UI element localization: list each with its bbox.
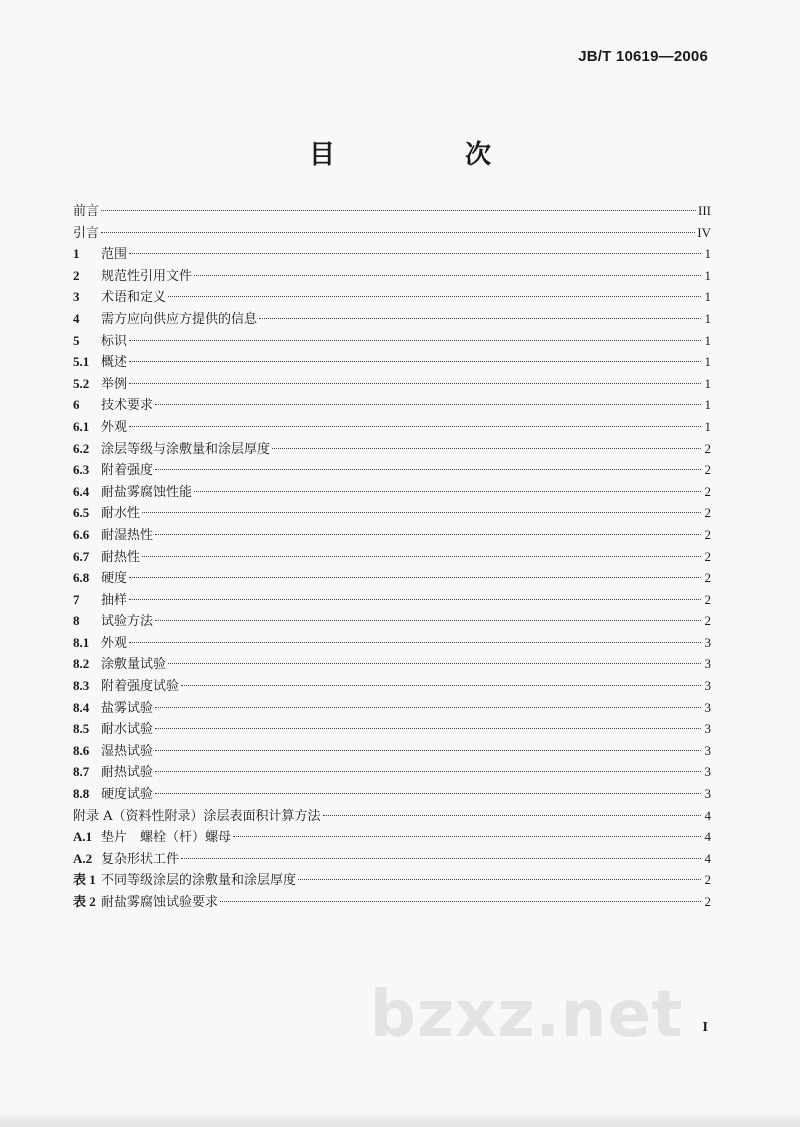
toc-entry-label: 不同等级涂层的涂敷量和涂层厚度	[101, 873, 297, 889]
toc-entry-page: 3	[704, 742, 711, 758]
toc-entry[interactable]	[73, 567, 711, 589]
toc-entry-page: 3	[704, 656, 711, 672]
toc-entry-label: 湿热试验	[101, 743, 154, 759]
toc-dot-leader	[220, 901, 701, 902]
toc-dot-leader	[129, 426, 701, 427]
table-of-contents	[73, 200, 711, 913]
toc-entry-label: 附录 A（资料性附录）涂层表面积计算方法	[73, 808, 321, 824]
toc-entry-label: 术语和定义	[101, 290, 167, 306]
toc-dot-leader	[155, 534, 701, 535]
toc-entry-label: 概述	[101, 355, 128, 371]
toc-entry[interactable]	[73, 438, 711, 460]
toc-entry[interactable]	[73, 546, 711, 568]
toc-dot-leader	[129, 383, 701, 384]
toc-dot-leader	[181, 858, 701, 859]
toc-dot-leader	[129, 253, 701, 254]
toc-entry-page: 2	[704, 440, 711, 456]
toc-entry-number: 6	[73, 397, 80, 413]
toc-entry-number: 6.2	[73, 440, 90, 456]
toc-entry-number: 2	[73, 267, 80, 283]
toc-entry[interactable]	[73, 416, 711, 438]
toc-entry-label: 范围	[101, 247, 128, 263]
toc-entry-page: 1	[704, 289, 711, 305]
toc-entry-label: 附着强度试验	[101, 679, 180, 695]
toc-entry-label: 引言	[73, 225, 100, 241]
toc-entry-page: 1	[704, 267, 711, 283]
scan-edge	[0, 1115, 800, 1127]
toc-entry-label: 耐水试验	[101, 722, 154, 738]
toc-entry-number: 5.1	[73, 354, 90, 370]
toc-dot-leader	[298, 879, 701, 880]
toc-entry-page: 2	[704, 483, 711, 499]
toc-entry[interactable]	[73, 222, 711, 244]
toc-entry-page: 2	[704, 462, 711, 478]
toc-entry-label: 试验方法	[101, 614, 154, 630]
toc-entry-label: 耐盐雾腐蚀试验要求	[101, 895, 219, 910]
toc-entry-number: 6.4	[73, 483, 90, 499]
toc-dot-leader	[194, 275, 701, 276]
toc-entry-number: 8.4	[73, 699, 90, 715]
toc-dot-leader	[323, 815, 701, 816]
toc-entry[interactable]	[73, 826, 711, 848]
toc-dot-leader	[168, 296, 701, 297]
toc-dot-leader	[129, 361, 701, 362]
toc-entry-page: IV	[697, 224, 711, 240]
toc-entry[interactable]	[73, 675, 711, 697]
toc-dot-leader	[155, 793, 701, 794]
watermark: bzxz.net	[370, 978, 684, 1052]
toc-entry-label: 需方应向供应方提供的信息	[101, 311, 258, 327]
toc-entry-page: 1	[704, 354, 711, 370]
toc-entry-page: III	[698, 203, 711, 218]
toc-entry-label: 耐盐雾腐蚀性能	[101, 484, 193, 500]
toc-entry-number: 6.8	[73, 570, 90, 586]
toc-entry[interactable]	[73, 502, 711, 524]
toc-entry-page: 2	[704, 570, 711, 586]
toc-entry[interactable]	[73, 459, 711, 481]
toc-dot-leader	[129, 599, 701, 600]
toc-dot-leader	[129, 340, 701, 341]
toc-entry-number: 8.5	[73, 721, 90, 737]
toc-entry[interactable]	[73, 848, 711, 870]
toc-entry-number: 8.7	[73, 764, 90, 780]
toc-entry[interactable]	[73, 265, 711, 287]
toc-entry-number: 5	[73, 332, 80, 348]
toc-entry-page: 2	[704, 526, 711, 542]
toc-entry-label: 抽样	[101, 592, 128, 608]
toc-entry-page: 1	[704, 332, 711, 348]
toc-entry-page: 3	[704, 764, 711, 780]
toc-entry[interactable]	[73, 351, 711, 373]
toc-entry[interactable]	[73, 330, 711, 352]
toc-entry-page: 1	[704, 310, 711, 326]
toc-title: 目 次	[308, 140, 543, 170]
toc-entry-label: 盐雾试验	[101, 700, 154, 716]
toc-entry-page: 1	[704, 375, 711, 391]
toc-entry-page: 3	[704, 699, 711, 715]
toc-dot-leader	[155, 469, 701, 470]
toc-entry-number: 3	[73, 289, 80, 305]
toc-entry-label: 外观	[101, 419, 128, 435]
toc-entry-label: 附着强度	[101, 463, 154, 479]
toc-entry-number: 8.2	[73, 656, 90, 672]
toc-entry[interactable]	[73, 632, 711, 654]
toc-dot-leader	[155, 707, 701, 708]
toc-entry[interactable]	[73, 869, 711, 891]
toc-entry[interactable]	[73, 394, 711, 416]
toc-entry-number: A.1	[73, 829, 93, 845]
toc-dot-leader	[101, 232, 695, 233]
toc-entry-number: 6.3	[73, 462, 90, 478]
toc-entry-label: 耐湿热性	[101, 527, 154, 543]
toc-entry-number: 8.6	[73, 742, 90, 758]
toc-dot-leader	[155, 750, 701, 751]
toc-entry[interactable]	[73, 697, 711, 719]
toc-dot-leader	[129, 577, 701, 578]
toc-entry-label: 垫片 螺栓（杆）螺母	[101, 830, 232, 846]
toc-dot-leader	[155, 620, 701, 621]
toc-entry-label: 复杂形状工件	[101, 851, 180, 867]
toc-dot-leader	[155, 771, 701, 772]
toc-entry[interactable]	[73, 783, 711, 805]
toc-entry-page: 3	[704, 721, 711, 737]
toc-dot-leader	[181, 685, 701, 686]
toc-entry-number: 5.2	[73, 375, 90, 391]
toc-entry-label: 硬度试验	[101, 787, 154, 803]
toc-entry-label: 耐热试验	[101, 765, 154, 781]
toc-entry-number: 8	[73, 613, 80, 629]
toc-entry-number: 8.1	[73, 634, 90, 650]
toc-entry-number: 8.8	[73, 786, 90, 802]
toc-entry-label: 标识	[101, 333, 128, 349]
toc-entry[interactable]	[73, 481, 711, 503]
toc-entry-number: A.2	[73, 850, 93, 866]
toc-entry[interactable]	[73, 718, 711, 740]
toc-entry-page: 1	[704, 418, 711, 434]
toc-entry[interactable]	[73, 286, 711, 308]
toc-entry-number: 6.5	[73, 505, 90, 521]
toc-entry-page: 3	[704, 786, 711, 802]
toc-entry-label: 规范性引用文件	[101, 268, 193, 284]
toc-entry[interactable]	[73, 761, 711, 783]
toc-entry-label: 涂层等级与涂敷量和涂层厚度	[101, 441, 271, 457]
toc-entry-page: 4	[704, 807, 711, 823]
toc-entry[interactable]	[73, 589, 711, 611]
document-code: JB/T 10619—2006	[578, 48, 708, 65]
toc-entry-number: 7	[73, 591, 80, 607]
toc-entry-page: 1	[704, 246, 711, 262]
toc-entry-page: 2	[704, 613, 711, 629]
toc-dot-leader	[155, 728, 701, 729]
toc-entry-label: 涂敷量试验	[101, 657, 167, 673]
toc-entry-number: 表 2	[73, 894, 96, 909]
toc-entry-page: 3	[704, 634, 711, 650]
toc-dot-leader	[259, 318, 701, 319]
toc-entry-number: 6.6	[73, 526, 90, 542]
toc-dot-leader	[129, 642, 701, 643]
toc-dot-leader	[194, 491, 701, 492]
toc-dot-leader	[272, 448, 701, 449]
toc-entry-label: 技术要求	[101, 398, 154, 414]
toc-entry-label: 耐热性	[101, 549, 141, 565]
toc-entry-page: 1	[704, 397, 711, 413]
toc-entry[interactable]	[73, 740, 711, 762]
toc-entry[interactable]	[73, 891, 711, 913]
toc-entry-label: 外观	[101, 635, 128, 651]
toc-entry-page: 3	[704, 678, 711, 694]
toc-entry[interactable]	[73, 200, 711, 222]
toc-entry-label: 耐水性	[101, 506, 141, 522]
toc-entry[interactable]	[73, 243, 711, 265]
toc-entry-number: 6.7	[73, 548, 90, 564]
toc-dot-leader	[168, 663, 701, 664]
toc-entry-page: 2	[704, 591, 711, 607]
toc-entry[interactable]	[73, 524, 711, 546]
toc-dot-leader	[233, 836, 701, 837]
toc-entry-number: 1	[73, 246, 80, 262]
toc-entry[interactable]	[73, 308, 711, 330]
toc-entry[interactable]	[73, 805, 711, 827]
toc-entry-number: 表 1	[73, 872, 96, 888]
toc-dot-leader	[142, 556, 701, 557]
toc-entry-page: 2	[704, 894, 711, 909]
toc-dot-leader	[155, 404, 701, 405]
toc-entry-number: 4	[73, 310, 80, 326]
toc-entry-label: 前言	[73, 204, 100, 219]
toc-entry-number: 6.1	[73, 418, 90, 434]
toc-entry-label: 举例	[101, 376, 128, 392]
toc-entry-number: 8.3	[73, 678, 90, 694]
toc-entry-label: 硬度	[101, 571, 128, 587]
toc-dot-leader	[142, 512, 701, 513]
toc-entry[interactable]	[73, 653, 711, 675]
toc-entry-page: 4	[704, 850, 711, 866]
toc-entry-page: 2	[704, 548, 711, 564]
toc-entry-page: 2	[704, 505, 711, 521]
toc-entry[interactable]	[73, 373, 711, 395]
toc-entry-page: 4	[704, 829, 711, 845]
toc-entry-page: 2	[704, 872, 711, 888]
toc-dot-leader	[101, 210, 696, 211]
page-number: I	[702, 1020, 708, 1035]
toc-entry[interactable]	[73, 610, 711, 632]
